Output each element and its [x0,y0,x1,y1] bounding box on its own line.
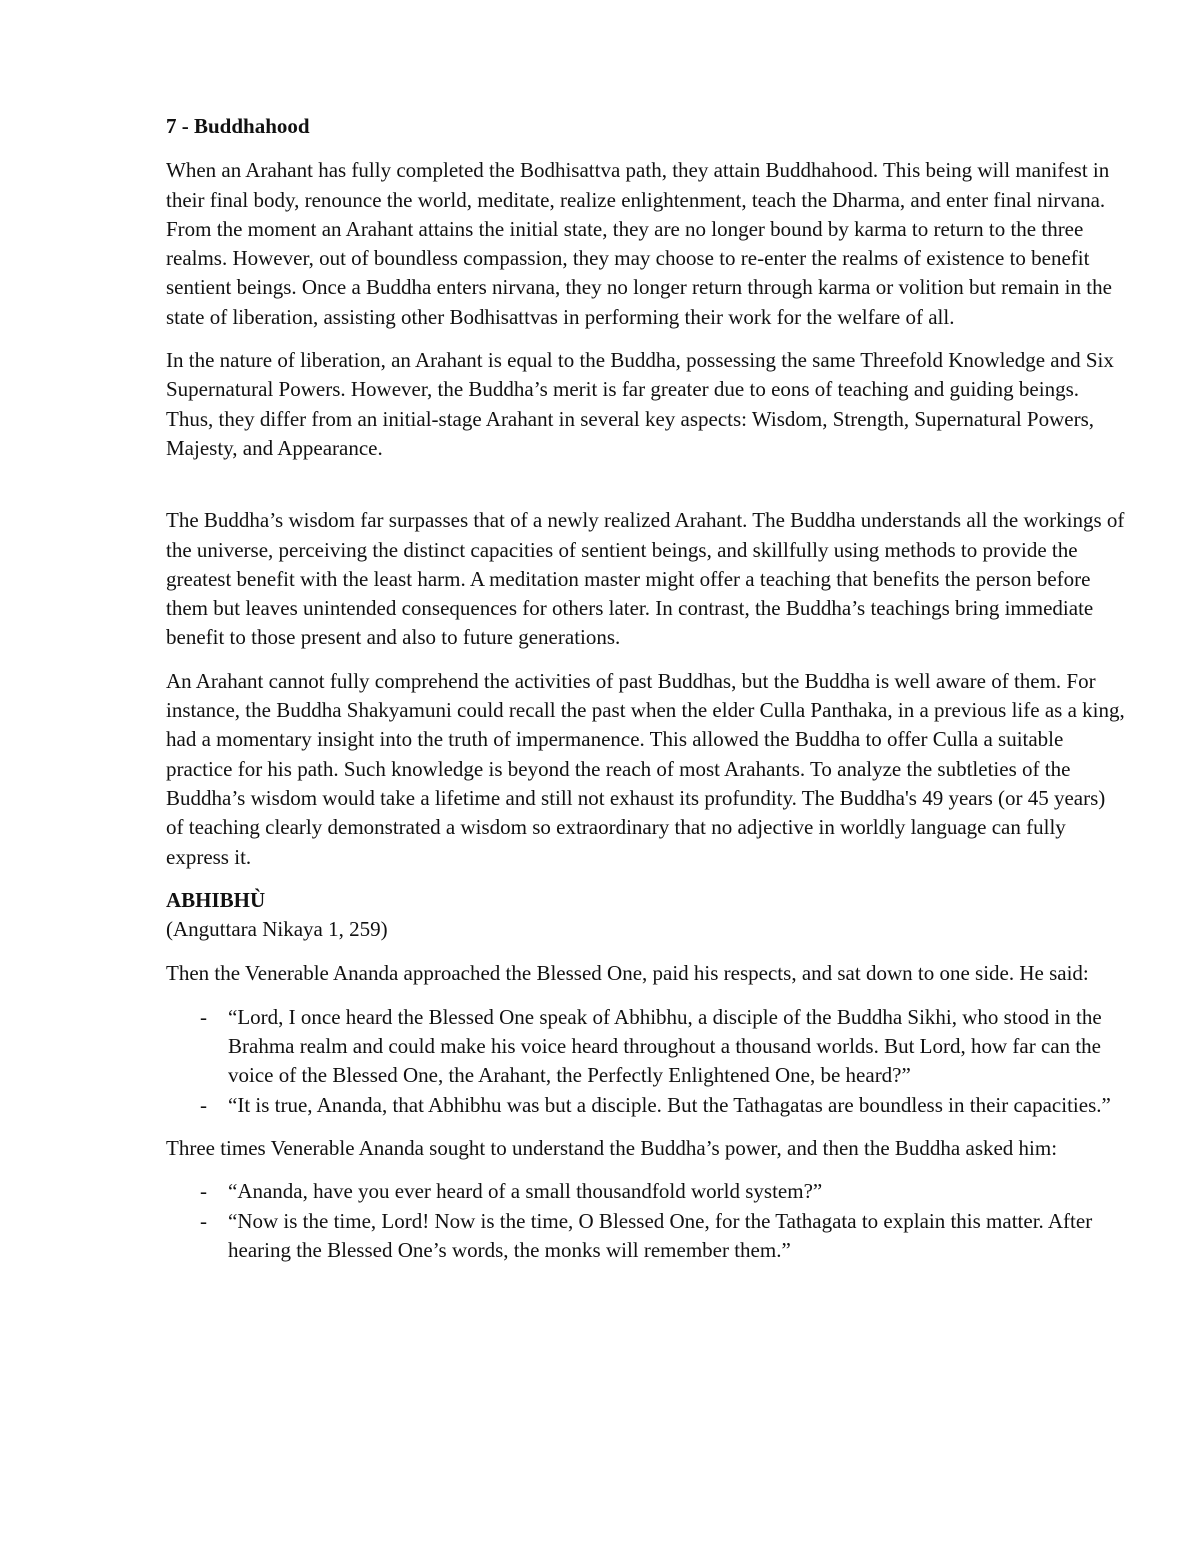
list-dash: - [200,1179,207,1204]
paragraph-past-buddhas: An Arahant cannot fully comprehend the activities of past Buddhas, but the Buddha is well aware of them. For instance, the Buddha Shakyamuni could recall the past when the elder Culla Panthaka, in a previous life as a king, had a momentary insight into the truth of impermanence. This allowed the Buddha to offer Culla a suitable practice for his path. Such knowledge is beyond the reach of most Arahants. To analyze the subtleties of the Buddha’s wisdom would take a lifetime and still not exhaust its profundity. The Buddha's 49 years (or 45 years) of teaching clearly demonstrated a wisdom so extraordinary that no adjective in worldly language can fully express it. [166,668,1125,869]
sutta-title: ABHIBHÙ [166,887,266,912]
list-item [166,1091,1126,1120]
paragraph-wisdom: The Buddha’s wisdom far surpasses that of a newly realized Arahant. The Buddha understands all the workings of the universe, perceiving the distinct capacities of sentient beings, and skillfully using methods to provide the greatest benefit with the least harm. A meditation master might offer a teaching that benefits the person before them but leaves unintended consequences for others later. In contrast, the Buddha’s teachings bring immediate benefit to those present and also to future generations. [166,508,1125,650]
sutta-transition: Three times Venerable Ananda sought to understand the Buddha’s power, and then the Buddha asked him: [166,1135,1058,1160]
list-dash: - [200,1208,207,1233]
list-item-text: “It is true, Ananda, that Abhibhu was but a disciple. But the Tathagatas are boundless in their capacities.” [228,1092,1111,1117]
dialogue-list-2 [166,1177,1126,1265]
list-item [166,1177,1126,1206]
list-item-text: “Ananda, have you ever heard of a small thousandfold world system?” [228,1179,823,1204]
list-dash: - [200,1092,207,1117]
sutta-citation: (Anguttara Nikaya 1, 259) [166,917,388,942]
section-title: 7 - Buddhahood [166,114,310,138]
sutta-intro: Then the Venerable Ananda approached the Blessed One, paid his respects, and sat down to one side. He said: [166,961,1089,986]
list-item-text: “Now is the time, Lord! Now is the time, O Blessed One, for the Tathagata to explain this matter. After hearing the Blessed One’s words, the monks will remember them.” [228,1208,1093,1262]
paragraph-buddhahood-intro: When an Arahant has fully completed the Bodhisattva path, they attain Buddhahood. This being will manifest in their final body, renounce the world, meditate, realize enlightenment, teach the Dharma, and enter final nirvana. From the moment an Arahant attains the initial state, they are no longer bound by karma to return to the three realms. However, out of boundless compassion, they may choose to re-enter the realms of existence to benefit sentient beings. Once a Buddha enters nirvana, they no longer return through karma or volition but remain in the state of liberation, assisting other Bodhisattvas in performing their work for the welfare of all. [166,158,1112,329]
list-item-text: “Lord, I once heard the Blessed One speak of Abhibhu, a disciple of the Buddha Sikhi, who stood in the Brahma realm and could make his voice heard throughout a thousand worlds. But Lord, how far can the voice of the Blessed One, the Arahant, the Perfectly Enlightened One, be heard?” [228,1004,1102,1088]
list-item [166,1003,1126,1091]
list-item [166,1207,1126,1266]
list-dash: - [200,1004,207,1029]
dialogue-list-1 [166,1003,1126,1120]
document-page [166,112,1126,1279]
paragraph-liberation: In the nature of liberation, an Arahant is equal to the Buddha, possessing the same Threefold Knowledge and Six Supernatural Powers. However, the Buddha’s merit is far greater due to eons of teaching and guiding beings. Thus, they differ from an initial-stage Arahant in several key aspects: Wisdom, Strength, Supernatural Powers, Majesty, and Appearance. [166,348,1114,460]
